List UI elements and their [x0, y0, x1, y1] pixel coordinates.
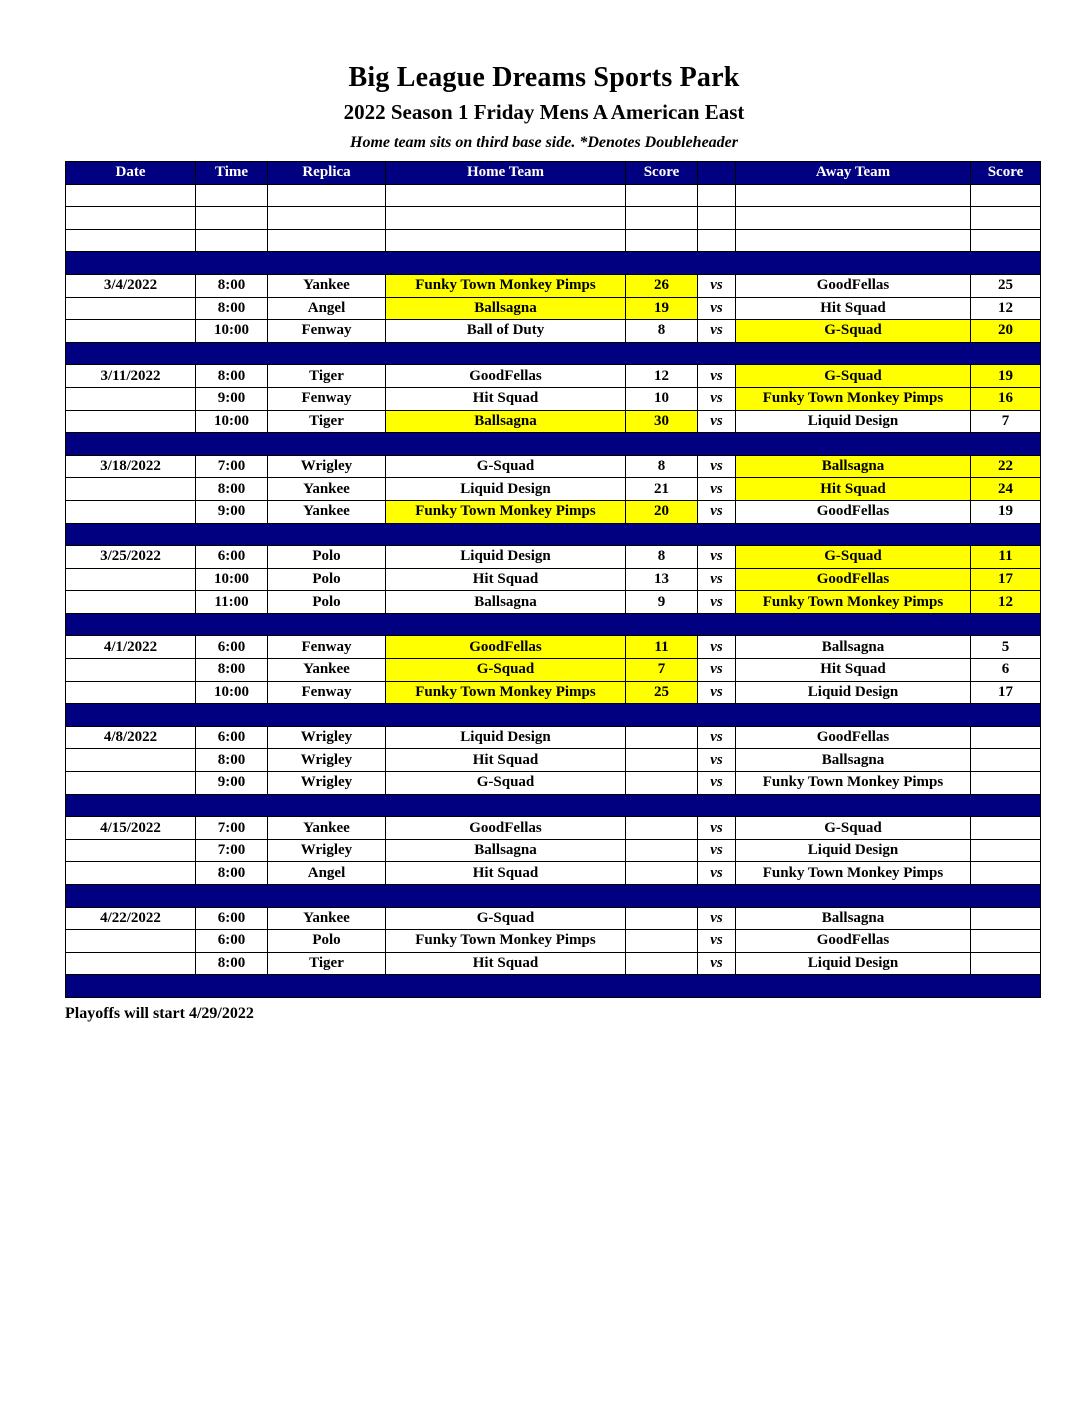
away-team-cell: [736, 229, 971, 252]
date-cell: [66, 184, 196, 207]
time-cell: 9:00: [196, 772, 268, 795]
page-title: Big League Dreams Sports Park: [348, 62, 740, 93]
home-score-cell: [626, 817, 698, 840]
vs-cell: vs: [698, 500, 736, 523]
header-home-score: Score: [626, 162, 698, 185]
away-team-cell: Hit Squad: [736, 659, 971, 682]
away-score-cell: 19: [971, 365, 1041, 388]
home-score-cell: 26: [626, 274, 698, 297]
vs-cell: vs: [698, 862, 736, 885]
game-row: [66, 636, 1041, 659]
home-score-cell: [626, 907, 698, 930]
home-team-cell: Funky Town Monkey Pimps: [386, 500, 626, 523]
home-team-cell: Ball of Duty: [386, 320, 626, 343]
home-team-cell: Hit Squad: [386, 387, 626, 410]
time-cell: 6:00: [196, 546, 268, 569]
game-row: [66, 726, 1041, 749]
game-row: [66, 659, 1041, 682]
away-team-cell: Liquid Design: [736, 681, 971, 704]
page-subtitle: 2022 Season 1 Friday Mens A American East: [343, 100, 745, 124]
date-cell: 4/15/2022: [66, 817, 196, 840]
vs-cell: [698, 207, 736, 230]
date-cell: [66, 591, 196, 614]
away-team-cell: Hit Squad: [736, 478, 971, 501]
game-row: [66, 817, 1041, 840]
home-score-cell: [626, 749, 698, 772]
date-cell: [66, 207, 196, 230]
replica-cell: [268, 207, 386, 230]
away-score-cell: 17: [971, 568, 1041, 591]
week-separator-band: [66, 975, 1041, 998]
home-score-cell: 25: [626, 681, 698, 704]
week-separator-band: [66, 794, 1041, 817]
vs-cell: vs: [698, 817, 736, 840]
away-team-cell: Ballsagna: [736, 636, 971, 659]
date-cell: [66, 659, 196, 682]
home-score-cell: 20: [626, 500, 698, 523]
away-team-cell: GoodFellas: [736, 726, 971, 749]
away-team-cell: G-Squad: [736, 320, 971, 343]
home-team-cell: G-Squad: [386, 455, 626, 478]
home-score-cell: [626, 952, 698, 975]
week-separator-row: [66, 704, 1041, 727]
date-cell: 4/8/2022: [66, 726, 196, 749]
vs-cell: vs: [698, 659, 736, 682]
empty-row: [66, 184, 1041, 207]
away-team-cell: Funky Town Monkey Pimps: [736, 862, 971, 885]
home-score-cell: [626, 772, 698, 795]
vs-cell: vs: [698, 839, 736, 862]
vs-cell: vs: [698, 297, 736, 320]
replica-cell: Wrigley: [268, 749, 386, 772]
time-cell: 10:00: [196, 320, 268, 343]
away-score-cell: 11: [971, 546, 1041, 569]
vs-cell: vs: [698, 455, 736, 478]
vs-cell: [698, 184, 736, 207]
away-score-cell: [971, 749, 1041, 772]
game-row: [66, 455, 1041, 478]
game-row: [66, 568, 1041, 591]
away-score-cell: [971, 726, 1041, 749]
time-cell: 7:00: [196, 817, 268, 840]
vs-cell: vs: [698, 568, 736, 591]
replica-cell: Tiger: [268, 410, 386, 433]
away-team-cell: GoodFellas: [736, 930, 971, 953]
playoffs-note: Playoffs will start 4/29/2022: [65, 1004, 254, 1022]
date-cell: [66, 930, 196, 953]
vs-cell: vs: [698, 749, 736, 772]
away-team-cell: Funky Town Monkey Pimps: [736, 772, 971, 795]
date-cell: [66, 749, 196, 772]
week-separator-row: [66, 885, 1041, 908]
empty-row: [66, 207, 1041, 230]
date-cell: [66, 297, 196, 320]
home-score-cell: 9: [626, 591, 698, 614]
away-team-cell: [736, 207, 971, 230]
schedule-table: [65, 161, 1041, 998]
home-team-cell: [386, 184, 626, 207]
home-team-cell: Ballsagna: [386, 410, 626, 433]
home-score-cell: 30: [626, 410, 698, 433]
away-score-cell: 24: [971, 478, 1041, 501]
vs-cell: vs: [698, 930, 736, 953]
home-team-cell: GoodFellas: [386, 817, 626, 840]
home-score-cell: 11: [626, 636, 698, 659]
header-replica: Replica: [268, 162, 386, 185]
game-row: [66, 387, 1041, 410]
header-row: [66, 162, 1041, 185]
game-row: [66, 839, 1041, 862]
replica-cell: Angel: [268, 862, 386, 885]
home-team-cell: G-Squad: [386, 907, 626, 930]
replica-cell: Fenway: [268, 320, 386, 343]
home-score-cell: [626, 862, 698, 885]
replica-cell: Tiger: [268, 365, 386, 388]
header-away-team: Away Team: [736, 162, 971, 185]
time-cell: 9:00: [196, 387, 268, 410]
time-cell: 8:00: [196, 297, 268, 320]
replica-cell: Wrigley: [268, 772, 386, 795]
header-home-team: Home Team: [386, 162, 626, 185]
home-team-cell: Hit Squad: [386, 862, 626, 885]
vs-cell: vs: [698, 636, 736, 659]
week-separator-band: [66, 885, 1041, 908]
away-score-cell: [971, 817, 1041, 840]
game-row: [66, 681, 1041, 704]
week-separator-row: [66, 613, 1041, 636]
replica-cell: Wrigley: [268, 726, 386, 749]
home-team-cell: Funky Town Monkey Pimps: [386, 930, 626, 953]
replica-cell: Yankee: [268, 478, 386, 501]
replica-cell: Wrigley: [268, 839, 386, 862]
time-cell: [196, 229, 268, 252]
away-score-cell: [971, 207, 1041, 230]
home-team-note: Home team sits on third base side. *Denotes Doubleheader: [350, 134, 738, 151]
time-cell: 6:00: [196, 930, 268, 953]
home-team-cell: G-Squad: [386, 659, 626, 682]
date-cell: [66, 681, 196, 704]
away-team-cell: G-Squad: [736, 546, 971, 569]
time-cell: 8:00: [196, 365, 268, 388]
time-cell: 7:00: [196, 839, 268, 862]
away-score-cell: [971, 839, 1041, 862]
date-cell: 3/25/2022: [66, 546, 196, 569]
week-separator-band: [66, 523, 1041, 546]
home-score-cell: 8: [626, 546, 698, 569]
home-score-cell: [626, 207, 698, 230]
schedule-body: [66, 184, 1041, 997]
home-team-cell: Ballsagna: [386, 839, 626, 862]
away-score-cell: 16: [971, 387, 1041, 410]
date-cell: [66, 229, 196, 252]
away-team-cell: Ballsagna: [736, 455, 971, 478]
vs-cell: vs: [698, 365, 736, 388]
home-team-cell: Hit Squad: [386, 568, 626, 591]
replica-cell: [268, 184, 386, 207]
away-score-cell: 12: [971, 297, 1041, 320]
away-score-cell: [971, 184, 1041, 207]
replica-cell: Polo: [268, 546, 386, 569]
time-cell: 8:00: [196, 862, 268, 885]
replica-cell: Yankee: [268, 500, 386, 523]
home-score-cell: 12: [626, 365, 698, 388]
header-away-score: Score: [971, 162, 1041, 185]
week-separator-row: [66, 794, 1041, 817]
date-cell: [66, 839, 196, 862]
game-row: [66, 772, 1041, 795]
time-cell: 9:00: [196, 500, 268, 523]
game-row: [66, 546, 1041, 569]
vs-cell: vs: [698, 952, 736, 975]
time-cell: 8:00: [196, 478, 268, 501]
week-separator-row: [66, 523, 1041, 546]
week-separator-band: [66, 704, 1041, 727]
date-cell: 3/11/2022: [66, 365, 196, 388]
date-cell: [66, 410, 196, 433]
away-score-cell: [971, 862, 1041, 885]
home-team-cell: Ballsagna: [386, 591, 626, 614]
home-team-cell: Liquid Design: [386, 726, 626, 749]
empty-row: [66, 229, 1041, 252]
home-score-cell: [626, 229, 698, 252]
game-row: [66, 930, 1041, 953]
header-time: Time: [196, 162, 268, 185]
away-score-cell: [971, 907, 1041, 930]
date-cell: [66, 568, 196, 591]
away-team-cell: G-Squad: [736, 817, 971, 840]
away-team-cell: Funky Town Monkey Pimps: [736, 591, 971, 614]
home-team-cell: Hit Squad: [386, 749, 626, 772]
game-row: [66, 297, 1041, 320]
date-cell: [66, 387, 196, 410]
home-score-cell: 10: [626, 387, 698, 410]
week-separator-band: [66, 252, 1041, 275]
time-cell: 10:00: [196, 681, 268, 704]
time-cell: 8:00: [196, 659, 268, 682]
time-cell: 6:00: [196, 636, 268, 659]
week-separator-row: [66, 433, 1041, 456]
game-row: [66, 952, 1041, 975]
header-vs-spacer: [698, 162, 736, 185]
home-team-cell: G-Squad: [386, 772, 626, 795]
week-separator-row: [66, 975, 1041, 998]
game-row: [66, 410, 1041, 433]
away-score-cell: [971, 930, 1041, 953]
home-score-cell: [626, 726, 698, 749]
time-cell: 6:00: [196, 907, 268, 930]
away-score-cell: 5: [971, 636, 1041, 659]
away-score-cell: [971, 952, 1041, 975]
date-cell: [66, 478, 196, 501]
time-cell: 7:00: [196, 455, 268, 478]
home-team-cell: Liquid Design: [386, 478, 626, 501]
away-score-cell: 22: [971, 455, 1041, 478]
replica-cell: Yankee: [268, 817, 386, 840]
home-team-cell: GoodFellas: [386, 365, 626, 388]
date-cell: 4/1/2022: [66, 636, 196, 659]
home-score-cell: 19: [626, 297, 698, 320]
away-score-cell: 17: [971, 681, 1041, 704]
week-separator-band: [66, 342, 1041, 365]
vs-cell: vs: [698, 772, 736, 795]
week-separator-band: [66, 613, 1041, 636]
time-cell: 10:00: [196, 410, 268, 433]
replica-cell: Yankee: [268, 907, 386, 930]
game-row: [66, 478, 1041, 501]
away-team-cell: [736, 184, 971, 207]
game-row: [66, 591, 1041, 614]
replica-cell: Angel: [268, 297, 386, 320]
game-row: [66, 320, 1041, 343]
home-team-cell: Funky Town Monkey Pimps: [386, 681, 626, 704]
away-score-cell: [971, 772, 1041, 795]
replica-cell: Tiger: [268, 952, 386, 975]
home-score-cell: [626, 839, 698, 862]
date-cell: 4/22/2022: [66, 907, 196, 930]
home-team-cell: [386, 207, 626, 230]
date-cell: [66, 952, 196, 975]
replica-cell: Yankee: [268, 274, 386, 297]
home-score-cell: 21: [626, 478, 698, 501]
date-cell: [66, 500, 196, 523]
vs-cell: vs: [698, 478, 736, 501]
time-cell: 8:00: [196, 952, 268, 975]
game-row: [66, 749, 1041, 772]
home-score-cell: 8: [626, 455, 698, 478]
time-cell: 11:00: [196, 591, 268, 614]
away-team-cell: GoodFellas: [736, 274, 971, 297]
home-score-cell: [626, 184, 698, 207]
home-team-cell: Hit Squad: [386, 952, 626, 975]
vs-cell: vs: [698, 726, 736, 749]
vs-cell: vs: [698, 274, 736, 297]
vs-cell: vs: [698, 681, 736, 704]
game-row: [66, 274, 1041, 297]
game-row: [66, 500, 1041, 523]
away-team-cell: Liquid Design: [736, 839, 971, 862]
time-cell: 8:00: [196, 749, 268, 772]
home-score-cell: 8: [626, 320, 698, 343]
away-team-cell: Liquid Design: [736, 410, 971, 433]
vs-cell: vs: [698, 410, 736, 433]
away-team-cell: G-Squad: [736, 365, 971, 388]
time-cell: [196, 184, 268, 207]
away-team-cell: Funky Town Monkey Pimps: [736, 387, 971, 410]
replica-cell: Fenway: [268, 636, 386, 659]
time-cell: [196, 207, 268, 230]
away-team-cell: GoodFellas: [736, 568, 971, 591]
away-score-cell: 7: [971, 410, 1041, 433]
replica-cell: [268, 229, 386, 252]
time-cell: 8:00: [196, 274, 268, 297]
vs-cell: vs: [698, 320, 736, 343]
vs-cell: vs: [698, 591, 736, 614]
home-score-cell: [626, 930, 698, 953]
vs-cell: vs: [698, 387, 736, 410]
away-score-cell: 25: [971, 274, 1041, 297]
home-score-cell: 13: [626, 568, 698, 591]
replica-cell: Fenway: [268, 387, 386, 410]
date-cell: 3/18/2022: [66, 455, 196, 478]
game-row: [66, 862, 1041, 885]
away-team-cell: Ballsagna: [736, 907, 971, 930]
date-cell: 3/4/2022: [66, 274, 196, 297]
date-cell: [66, 772, 196, 795]
week-separator-band: [66, 433, 1041, 456]
week-separator-row: [66, 342, 1041, 365]
away-team-cell: Hit Squad: [736, 297, 971, 320]
away-team-cell: GoodFellas: [736, 500, 971, 523]
header-date: Date: [66, 162, 196, 185]
away-score-cell: [971, 229, 1041, 252]
away-team-cell: Ballsagna: [736, 749, 971, 772]
time-cell: 6:00: [196, 726, 268, 749]
replica-cell: Polo: [268, 568, 386, 591]
home-team-cell: [386, 229, 626, 252]
home-score-cell: 7: [626, 659, 698, 682]
week-separator-row: [66, 252, 1041, 275]
away-team-cell: Liquid Design: [736, 952, 971, 975]
home-team-cell: Ballsagna: [386, 297, 626, 320]
vs-cell: vs: [698, 546, 736, 569]
replica-cell: Fenway: [268, 681, 386, 704]
date-cell: [66, 320, 196, 343]
away-score-cell: 6: [971, 659, 1041, 682]
home-team-cell: GoodFellas: [386, 636, 626, 659]
away-score-cell: 19: [971, 500, 1041, 523]
home-team-cell: Liquid Design: [386, 546, 626, 569]
vs-cell: vs: [698, 907, 736, 930]
away-score-cell: 20: [971, 320, 1041, 343]
date-cell: [66, 862, 196, 885]
replica-cell: Wrigley: [268, 455, 386, 478]
replica-cell: Polo: [268, 591, 386, 614]
home-team-cell: Funky Town Monkey Pimps: [386, 274, 626, 297]
replica-cell: Yankee: [268, 659, 386, 682]
time-cell: 10:00: [196, 568, 268, 591]
vs-cell: [698, 229, 736, 252]
game-row: [66, 365, 1041, 388]
replica-cell: Polo: [268, 930, 386, 953]
game-row: [66, 907, 1041, 930]
away-score-cell: 12: [971, 591, 1041, 614]
